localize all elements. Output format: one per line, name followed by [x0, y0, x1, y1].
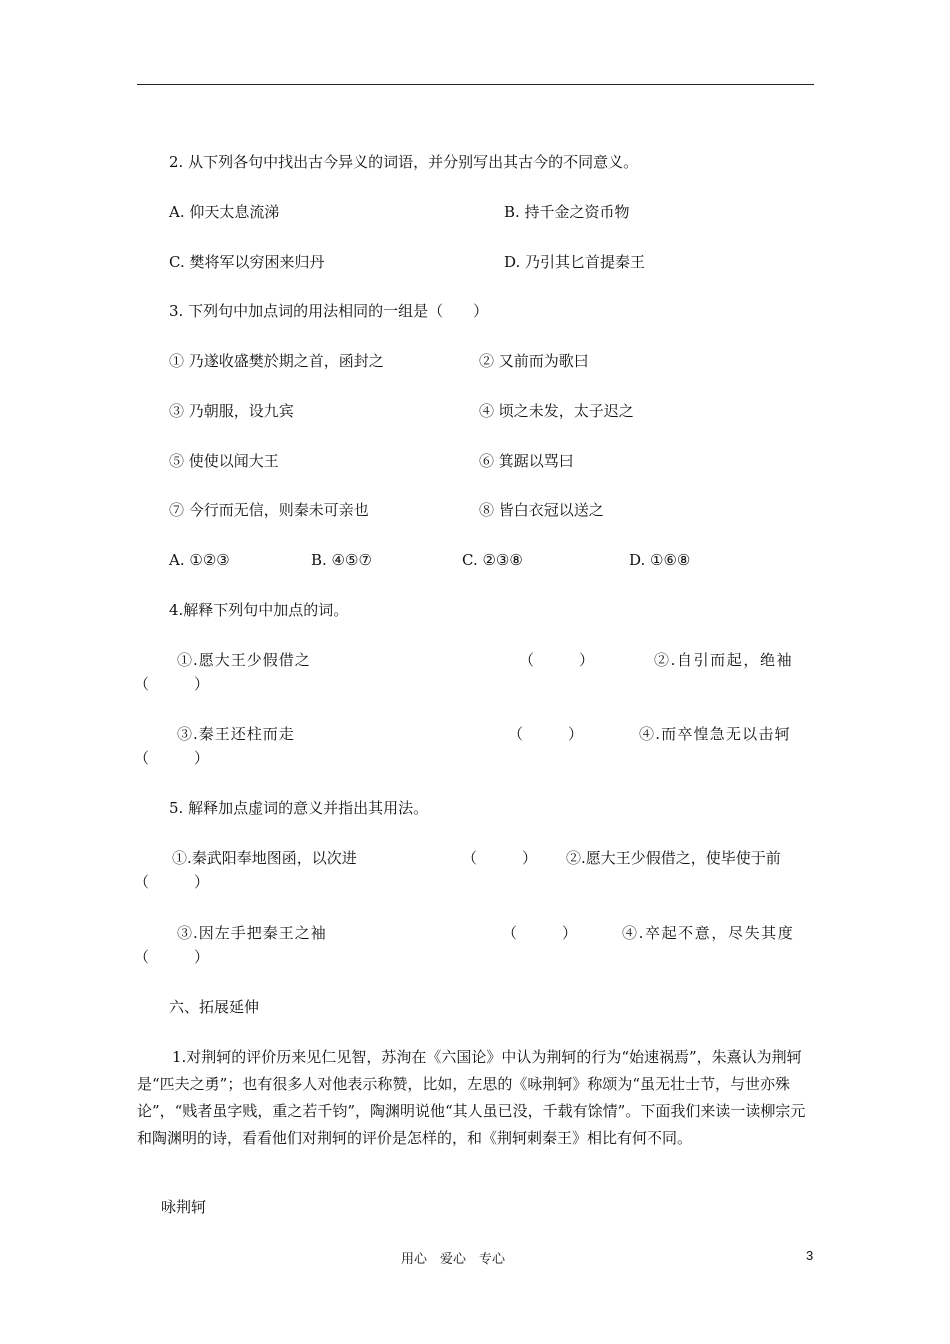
q4-item-4: ④.而卒惶急无以击轲 [639, 725, 791, 743]
q2-option-b: B. 持千金之资币物 [504, 203, 630, 221]
q2-title: 2. 从下列各句中找出古今异义的词语，并分别写出其古今的不同意义。 [169, 153, 639, 171]
page-number: 3 [806, 1248, 814, 1263]
section-heading: 六、拓展延伸 [169, 998, 260, 1016]
q4-blank-1: （ ） [519, 651, 595, 669]
q5-item-4: ④.卒起不意，尽失其度 [622, 924, 795, 942]
q4-item-1: ①.愿大王少假借之 [177, 651, 311, 669]
q4-title: 4.解释下列句中加点的词。 [169, 601, 349, 619]
q4-blank-2: （ ） [134, 675, 210, 693]
q5-item-3: ③.因左手把秦王之袖 [177, 924, 327, 942]
q3-item: ① 乃遂收盛樊於期之首，函封之 [169, 352, 384, 370]
q3-item: ⑤ 使使以闻大王 [169, 452, 279, 470]
q3-option: D. ①⑥⑧ [629, 551, 691, 569]
extension-paragraph [137, 1044, 814, 1152]
q3-option: C. ②③⑧ [462, 551, 523, 569]
q5-blank-3: （ ） [502, 924, 578, 942]
q3-title: 3. 下列句中加点词的用法相同的一组是（ ） [169, 302, 489, 320]
q3-item: ⑧ 皆白衣冠以送之 [479, 501, 604, 519]
q2-option-c: C. 樊将军以穷困来归丹 [169, 253, 325, 271]
q3-item: ④ 顷之未发，太子迟之 [479, 402, 634, 420]
extension-text: 1.对荆轲的评价历来见仁见智，苏洵在《六国论》中认为荆轲的行为“始速祸焉”，朱熹认为荆轲是“匹夫之勇”；也有很多人对他表示称赞，比如，左思的《咏荆轲》称颂为“虽无壮士节，与世亦殊论”，“贱者虽字贱，重之若千钧”，陶渊明说他“其人虽已没，千载有馀情”。下面我们来读一读柳宗元和陶渊明的诗，看看他们对荆轲的评价是怎样的，和《荆轲刺秦王》相比有何不同。 [137, 1048, 806, 1147]
q4-item-2: ②.自引而起，绝袖 [654, 651, 794, 669]
q2-option-d: D. 乃引其匕首提秦王 [504, 253, 646, 271]
q4-item-3: ③.秦王还柱而走 [177, 725, 295, 743]
poem-title: 咏荆轲 [161, 1198, 207, 1216]
q3-item: ③ 乃朝服，设九宾 [169, 402, 294, 420]
q3-item: ⑦ 今行而无信，则秦未可亲也 [169, 501, 369, 519]
q3-option: A. ①②③ [169, 551, 230, 569]
footer-motto: 用心 爱心 专心 [401, 1252, 506, 1267]
q3-option: B. ④⑤⑦ [311, 551, 372, 569]
q4-blank-4: （ ） [134, 749, 210, 767]
q4-blank-3: （ ） [508, 725, 584, 743]
q5-blank-4: （ ） [134, 948, 210, 966]
q5-blank-2: （ ） [134, 873, 210, 891]
header-rule [137, 84, 814, 85]
q5-item-2: ②.愿大王少假借之，使毕使于前 [566, 849, 781, 867]
q3-item: ⑥ 箕踞以骂曰 [479, 452, 574, 470]
q5-title: 5. 解释加点虚词的意义并指出其用法。 [169, 799, 429, 817]
q5-item-1: ①.秦武阳奉地图函，以次进 [172, 849, 357, 867]
q5-blank-1: （ ） [462, 849, 538, 867]
q2-option-a: A. 仰天太息流涕 [169, 203, 280, 221]
q3-item: ② 又前而为歌曰 [479, 352, 589, 370]
